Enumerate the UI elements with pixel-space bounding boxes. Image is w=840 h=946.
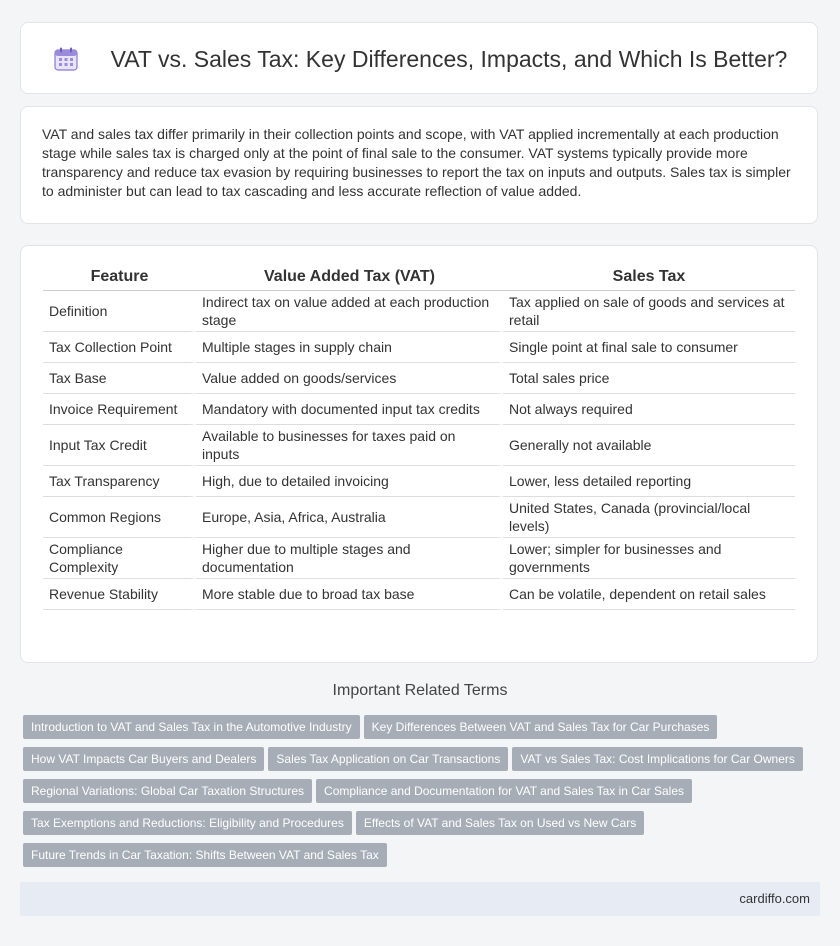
- table-cell: Tax applied on sale of goods and services at retail: [503, 291, 795, 332]
- related-term-tag[interactable]: Tax Exemptions and Reductions: Eligibility and Procedures: [23, 811, 352, 835]
- table-cell: Europe, Asia, Africa, Australia: [196, 497, 503, 538]
- table-cell: Total sales price: [503, 363, 795, 394]
- table-row: [43, 291, 795, 332]
- comparison-table: [43, 266, 795, 610]
- table-cell: Mandatory with documented input tax credits: [196, 394, 503, 425]
- calendar-icon: [53, 46, 79, 77]
- table-cell: Can be volatile, dependent on retail sales: [503, 579, 795, 610]
- intro-paragraph: VAT and sales tax differ primarily in their collection points and scope, with VAT applied incrementally at each production stage while sales tax is charged only at the point of final sale to the consumer. VAT systems typically provide more transparency and reduce tax evasion by requiring businesses to report the tax on inputs and outputs. Sales tax is simpler to administer but can lead to tax cascading and less accurate reflection of value added.: [42, 126, 791, 199]
- related-term-tag[interactable]: Future Trends in Car Taxation: Shifts Between VAT and Sales Tax: [23, 843, 387, 867]
- related-term-tag[interactable]: Compliance and Documentation for VAT and Sales Tax in Car Sales: [316, 779, 692, 803]
- table-cell: Not always required: [503, 394, 795, 425]
- column-header: Value Added Tax (VAT): [196, 266, 503, 291]
- table-cell: Lower; simpler for businesses and governments: [503, 538, 795, 579]
- table-row: [43, 425, 795, 466]
- related-term-tag[interactable]: Effects of VAT and Sales Tax on Used vs New Cars: [356, 811, 644, 835]
- table-cell: Single point at final sale to consumer: [503, 332, 795, 363]
- table-row: [43, 466, 795, 497]
- related-terms-list: [23, 715, 823, 875]
- table-cell: Input Tax Credit: [43, 425, 196, 466]
- table-cell: Tax Base: [43, 363, 196, 394]
- table-cell: Compliance Complexity: [43, 538, 196, 579]
- table-cell: Revenue Stability: [43, 579, 196, 610]
- table-cell: Tax Collection Point: [43, 332, 196, 363]
- table-header-row: [43, 266, 795, 291]
- related-terms-title: Important Related Terms: [332, 682, 508, 699]
- related-term-tag[interactable]: Sales Tax Application on Car Transactions: [268, 747, 508, 771]
- table-cell: Definition: [43, 291, 196, 332]
- table-cell: United States, Canada (provincial/local levels): [503, 497, 795, 538]
- table-cell: Common Regions: [43, 497, 196, 538]
- comparison-table-card: [20, 245, 818, 663]
- table-row: [43, 394, 795, 425]
- table-cell: Higher due to multiple stages and documentation: [196, 538, 503, 579]
- related-term-tag[interactable]: How VAT Impacts Car Buyers and Dealers: [23, 747, 264, 771]
- intro-card: [20, 106, 818, 224]
- table-cell: Invoice Requirement: [43, 394, 196, 425]
- related-term-tag[interactable]: Regional Variations: Global Car Taxation Structures: [23, 779, 312, 803]
- column-header: Sales Tax: [503, 266, 795, 291]
- column-header: Feature: [43, 266, 196, 291]
- table-cell: Indirect tax on value added at each production stage: [196, 291, 503, 332]
- table-cell: Tax Transparency: [43, 466, 196, 497]
- table-row: [43, 579, 795, 610]
- table-row: [43, 497, 795, 538]
- table-cell: More stable due to broad tax base: [196, 579, 503, 610]
- table-row: [43, 363, 795, 394]
- page-title: VAT vs. Sales Tax: Key Differences, Impacts, and Which Is Better?: [110, 46, 788, 72]
- table-cell: Lower, less detailed reporting: [503, 466, 795, 497]
- table-cell: High, due to detailed invoicing: [196, 466, 503, 497]
- table-cell: Available to businesses for taxes paid on inputs: [196, 425, 503, 466]
- table-cell: Multiple stages in supply chain: [196, 332, 503, 363]
- related-term-tag[interactable]: Key Differences Between VAT and Sales Tax for Car Purchases: [364, 715, 718, 739]
- footer: [20, 882, 820, 916]
- related-term-tag[interactable]: VAT vs Sales Tax: Cost Implications for Car Owners: [512, 747, 803, 771]
- related-term-tag[interactable]: Introduction to VAT and Sales Tax in the Automotive Industry: [23, 715, 360, 739]
- header-card: [20, 22, 818, 94]
- table-cell: Generally not available: [503, 425, 795, 466]
- table-row: [43, 538, 795, 579]
- table-row: [43, 332, 795, 363]
- table-cell: Value added on goods/services: [196, 363, 503, 394]
- site-link[interactable]: cardiffo.com: [739, 891, 810, 906]
